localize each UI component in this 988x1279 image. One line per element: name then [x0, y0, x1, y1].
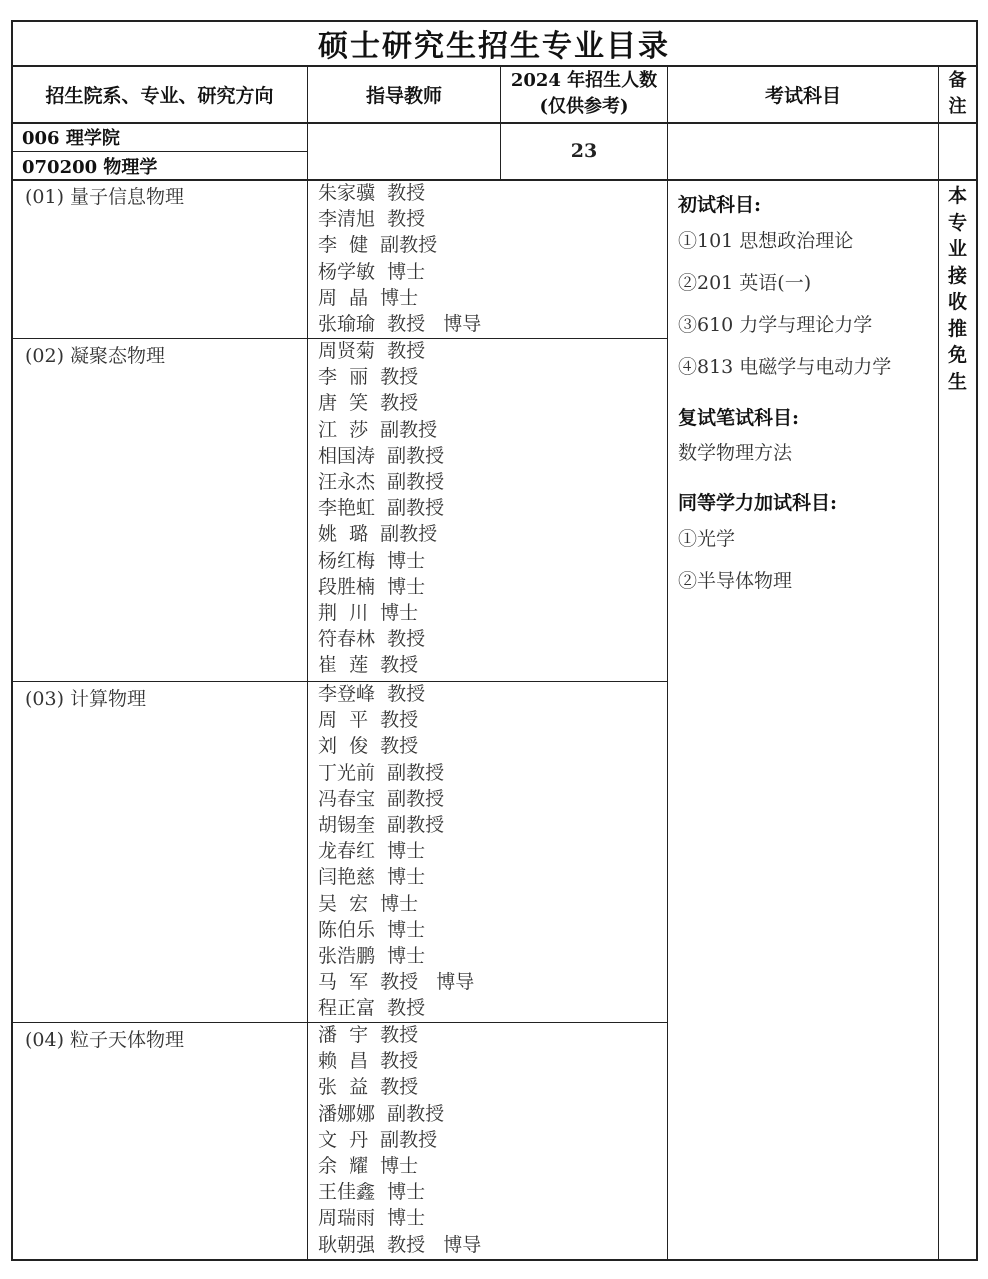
- advisor-row: 朱家骥 教授: [318, 182, 426, 204]
- note-char: 业: [947, 238, 967, 260]
- advisor-row: 闫艳慈 博士: [318, 866, 426, 889]
- exam-item: ②201 英语(一): [678, 272, 812, 294]
- advisor-list: [308, 1022, 666, 1258]
- advisor-row: 张 益 教授: [318, 1076, 419, 1099]
- advisor-row: 符春林 教授: [318, 628, 426, 651]
- major-name: 070200 物理学: [22, 156, 158, 178]
- advisor-row: 张瑜瑜 教授 博导: [318, 312, 482, 335]
- initial-exam-heading: 初试科目:: [678, 194, 762, 216]
- quota-value: 23: [570, 140, 598, 162]
- advisor-row: 相国涛 副教授: [318, 444, 445, 467]
- advisor-row: 潘 宇 教授: [318, 1024, 419, 1046]
- advisor-row: 崔 莲 教授: [318, 654, 419, 677]
- table-border-right: [976, 20, 978, 1260]
- advisor-row: 姚 璐 副教授: [318, 523, 438, 546]
- table-border-bottom: [11, 1259, 978, 1261]
- header-quota-line1: 2024 年招生人数: [510, 70, 658, 91]
- advisor-row: 龙春红 博士: [318, 840, 426, 863]
- advisor-row: 唐 笑 教授: [318, 392, 419, 415]
- direction-name: (02) 凝聚态物理: [25, 345, 166, 367]
- direction-name: (04) 粒子天体物理: [25, 1029, 185, 1051]
- retest-exam-heading: 复试笔试科目:: [678, 407, 800, 429]
- advisor-row: 潘娜娜 副教授: [318, 1102, 445, 1125]
- advisor-row: 吴 宏 博士: [318, 892, 419, 915]
- advisor-row: 杨学敏 博士: [318, 260, 426, 283]
- advisor-row: 张浩鹏 博士: [318, 944, 426, 967]
- note-char: 生: [947, 370, 967, 393]
- advisor-row: 赖 昌 教授: [318, 1050, 419, 1073]
- header-note: [939, 66, 976, 122]
- advisor-row: 余 耀 博士: [318, 1154, 419, 1177]
- advisor-row: 程正富 教授: [318, 997, 426, 1020]
- note-char: 推: [947, 317, 967, 340]
- advisor-row: 汪永杰 副教授: [318, 470, 445, 493]
- advisor-row: 王佳鑫 博士: [318, 1181, 426, 1204]
- advisor-row: 江 莎 副教授: [318, 418, 438, 441]
- advisor-row: 周 晶 博士: [318, 286, 419, 309]
- header-advisor: 指导教师: [365, 84, 442, 107]
- note-char: 接: [947, 264, 967, 287]
- exam-item: ③610 力学与理论力学: [678, 314, 873, 336]
- advisor-row: 李登峰 教授: [318, 683, 426, 705]
- advisor-row: 李 丽 教授: [318, 366, 419, 389]
- page-title: 硕士研究生招生专业目录: [318, 29, 670, 64]
- advisor-row: 陈伯乐 博士: [318, 918, 426, 941]
- advisor-row: 丁光前 副教授: [318, 761, 445, 784]
- advisor-row: 荆 川 博士: [318, 601, 419, 624]
- advisor-row: 周瑞雨 博士: [318, 1207, 426, 1230]
- advisor-list: [308, 338, 666, 678]
- advisor-row: 周贤菊 教授: [318, 340, 426, 362]
- advisor-row: 李艳虹 副教授: [318, 497, 445, 520]
- exam-item: ①101 思想政治理论: [678, 230, 854, 252]
- header-direction: 招生院系、专业、研究方向: [45, 84, 274, 107]
- advisor-row: 段胜楠 博士: [318, 575, 426, 598]
- advisor-row: 耿朝强 教授 博导: [318, 1233, 482, 1256]
- header-quota: [501, 66, 667, 122]
- advisor-row: 刘 俊 教授: [318, 735, 419, 758]
- table-border-top: [11, 20, 978, 22]
- school-name: 006 理学院: [22, 128, 120, 149]
- exam-item: 数学物理方法: [678, 442, 793, 464]
- advisor-list: [308, 681, 666, 1021]
- advisor-row: 马 军 教授 博导: [318, 971, 475, 994]
- advisor-row: 胡锡奎 副教授: [318, 813, 445, 836]
- equivalent-exam-heading: 同等学力加试科目:: [678, 492, 838, 514]
- note-char: 本: [947, 185, 967, 207]
- exam-item: ①光学: [678, 528, 736, 550]
- note-char: 收: [947, 291, 967, 313]
- advisor-row: 文 丹 副教授: [318, 1128, 438, 1151]
- header-note-line2: 注: [948, 96, 967, 117]
- note-char: 免: [947, 344, 967, 366]
- advisor-list: [308, 180, 666, 337]
- direction-name: (03) 计算物理: [25, 688, 147, 710]
- header-exam: 考试科目: [764, 84, 841, 107]
- col-divider-3: [667, 65, 668, 1260]
- exam-item: ④813 电磁学与电动力学: [678, 356, 892, 378]
- advisor-row: 冯春宝 副教授: [318, 787, 445, 810]
- advisor-row: 李 健 副教授: [318, 234, 438, 257]
- header-note-line1: 备: [948, 70, 967, 91]
- advisor-row: 杨红梅 博士: [318, 549, 426, 572]
- direction-name: (01) 量子信息物理: [25, 186, 185, 208]
- note-char: 专: [947, 211, 967, 234]
- advisor-row: 周 平 教授: [318, 709, 419, 732]
- advisor-row: 李清旭 教授: [318, 208, 426, 231]
- exam-item: ②半导体物理: [678, 570, 793, 592]
- note-vertical-text: [939, 183, 976, 395]
- header-quota-line2: (仅供参考): [539, 96, 629, 117]
